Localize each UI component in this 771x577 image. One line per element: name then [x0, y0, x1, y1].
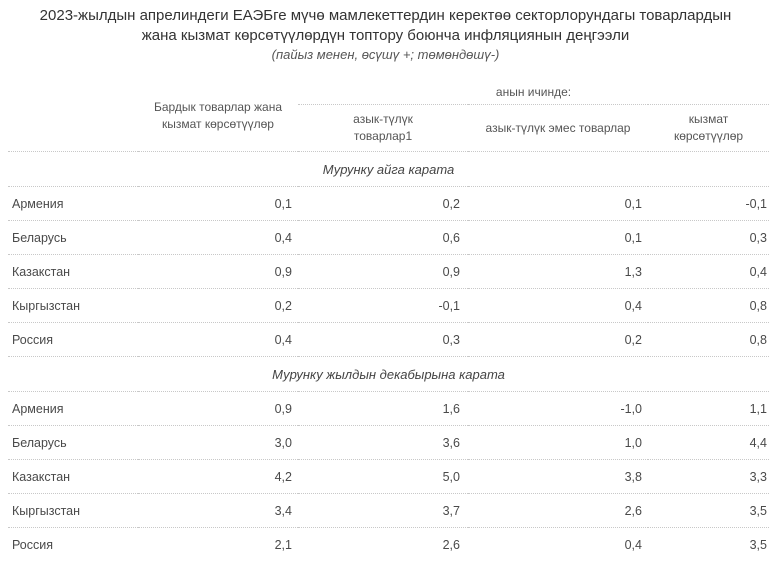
header-nonfood: азык-түлүк эмес товарлар [485, 121, 631, 135]
food-cell: 1,6 [298, 392, 468, 426]
nonfood-cell: 0,2 [468, 323, 648, 357]
services-cell: 0,8 [648, 323, 769, 357]
table-row [8, 392, 769, 426]
country-cell: Россия [8, 528, 138, 562]
table-row [8, 187, 769, 221]
header-total: Бардык товарлар жана кызмат көрсөтүүлөр [153, 99, 283, 131]
section-label: Мурунку айга карата [8, 152, 769, 187]
page-subtitle: (пайыз менен, өсүшү +; төмөндөшү-) [271, 47, 500, 62]
table-row [8, 255, 769, 289]
food-cell: 0,2 [298, 187, 468, 221]
services-cell: 0,4 [648, 255, 769, 289]
country-cell: Беларусь [8, 426, 138, 460]
total-cell: 0,1 [138, 187, 298, 221]
table-row [8, 494, 769, 528]
country-cell: Беларусь [8, 221, 138, 255]
food-cell: 0,6 [298, 221, 468, 255]
food-cell: 0,9 [298, 255, 468, 289]
header-food: азык-түлүк товарлар1 [353, 112, 413, 143]
country-cell: Кыргызстан [8, 289, 138, 323]
total-cell: 3,0 [138, 426, 298, 460]
total-cell: 0,4 [138, 323, 298, 357]
services-cell: 1,1 [648, 392, 769, 426]
food-cell: 2,6 [298, 528, 468, 562]
nonfood-cell: 3,8 [468, 460, 648, 494]
nonfood-cell: 1,3 [468, 255, 648, 289]
country-cell: Казакстан [8, 460, 138, 494]
title-line-1: 2023-жылдын апрелиндеги ЕАЭБге мүчө мамлекеттердин керектөө секторлорундагы товарлардын [39, 7, 732, 24]
header-empty-2 [8, 105, 138, 152]
country-cell: Армения [8, 187, 138, 221]
total-cell: 4,2 [138, 460, 298, 494]
total-cell: 0,9 [138, 255, 298, 289]
table-row [8, 528, 769, 562]
page-title [0, 6, 771, 46]
services-cell: 4,4 [648, 426, 769, 460]
country-cell: Казакстан [8, 255, 138, 289]
food-cell: 3,7 [298, 494, 468, 528]
total-cell: 0,4 [138, 221, 298, 255]
food-cell: -0,1 [298, 289, 468, 323]
country-cell: Армения [8, 392, 138, 426]
food-cell: 5,0 [298, 460, 468, 494]
table-row [8, 426, 769, 460]
nonfood-cell: 0,1 [468, 221, 648, 255]
services-cell: 3,5 [648, 494, 769, 528]
country-cell: Россия [8, 323, 138, 357]
total-cell: 2,1 [138, 528, 298, 562]
header-services: кызмат көрсөтүүлөр [673, 112, 744, 143]
table-row [8, 323, 769, 357]
inflation-table [8, 80, 769, 561]
services-cell: 0,3 [648, 221, 769, 255]
services-cell: -0,1 [648, 187, 769, 221]
country-cell: Кыргызстан [8, 494, 138, 528]
services-cell: 0,8 [648, 289, 769, 323]
food-cell: 0,3 [298, 323, 468, 357]
nonfood-cell: -1,0 [468, 392, 648, 426]
nonfood-cell: 1,0 [468, 426, 648, 460]
table-row [8, 289, 769, 323]
food-cell: 3,6 [298, 426, 468, 460]
title-line-2: жана кызмат көрсөтүүлөрдүн топтору боюнча инфляциянын деңгээли [141, 27, 630, 44]
table-row [8, 221, 769, 255]
header-group: анын ичинде: [298, 80, 769, 105]
services-cell: 3,3 [648, 460, 769, 494]
nonfood-cell: 0,4 [468, 289, 648, 323]
nonfood-cell: 0,4 [468, 528, 648, 562]
total-cell: 0,9 [138, 392, 298, 426]
header-empty [8, 80, 138, 105]
nonfood-cell: 0,1 [468, 187, 648, 221]
services-cell: 3,5 [648, 528, 769, 562]
total-cell: 0,2 [138, 289, 298, 323]
section-label: Мурунку жылдын декабырына карата [8, 357, 769, 392]
nonfood-cell: 2,6 [468, 494, 648, 528]
table-row [8, 460, 769, 494]
total-cell: 3,4 [138, 494, 298, 528]
